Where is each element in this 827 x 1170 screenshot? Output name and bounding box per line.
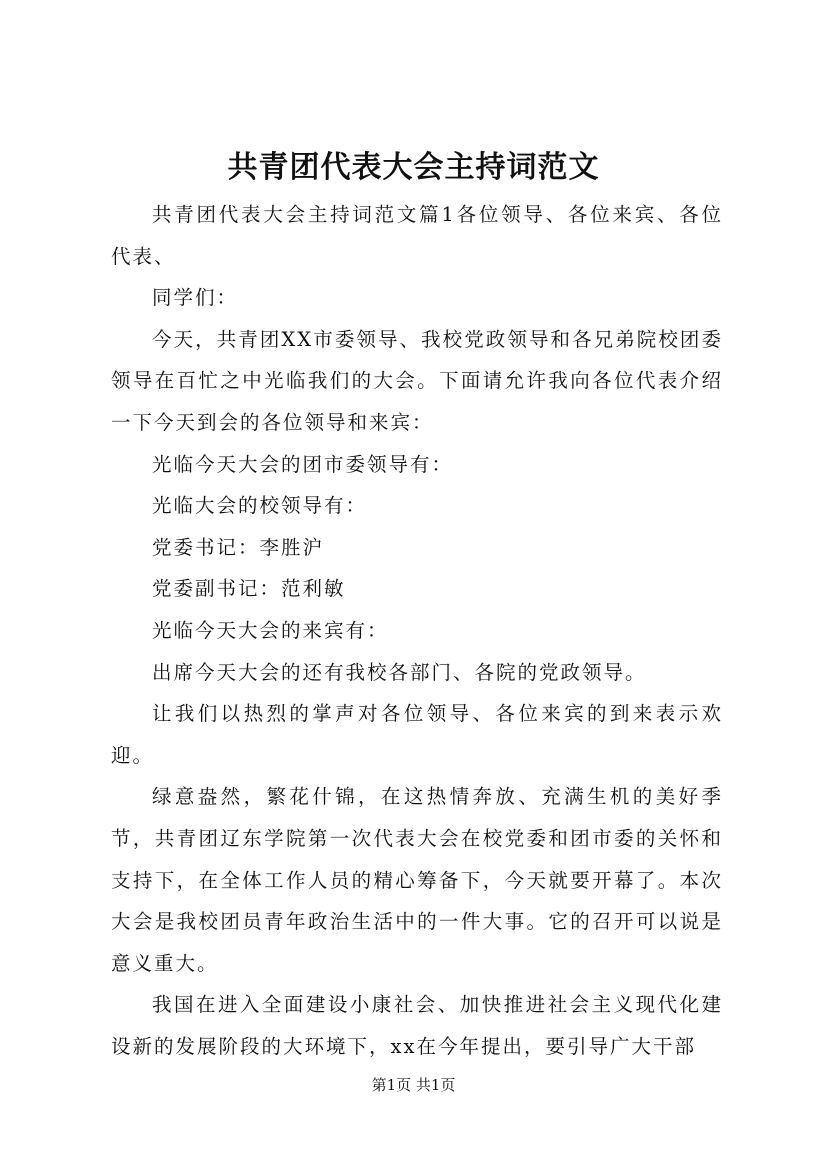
page-footer: 第1页 共1页: [371, 1076, 456, 1094]
paragraph-8: 光临今天大会的来宾有：: [152, 618, 389, 642]
paragraph-11: 绿意盎然，繁花什锦，在这热情奔放、充满生机的美好季节，共青团辽东学院第一次代表大会在校党委和团市委的关怀和支持下，在全体工作人员的精心筹备下，今天就要开幕了。本次大会是我校团员青年政治生活中的一件大事。它的召开可以说是意义重大。: [111, 785, 723, 975]
paragraph-1: 共青团代表大会主持词范文篇1各位领导、各位来宾、各位代表、: [111, 203, 723, 268]
paragraph-6: 党委书记：李胜沪: [152, 535, 325, 559]
paragraph-3: 今天，共青团XX市委领导、我校党政领导和各兄弟院校团委领导在百忙之中光临我们的大会。下面请允许我向各位代表介绍一下今天到会的各位领导和来宾：: [111, 327, 723, 434]
paragraph-4: 光临今天大会的团市委领导有：: [152, 452, 454, 476]
document-title: 共青团代表大会主持词范文: [227, 150, 600, 185]
paragraph-9: 出席今天大会的还有我校各部门、各院的党政领导。: [152, 660, 647, 684]
paragraph-10: 让我们以热烈的掌声对各位领导、各位来宾的到来表示欢迎。: [111, 702, 723, 767]
paragraph-7: 党委副书记：范利敏: [152, 577, 346, 601]
paragraph-5: 光临大会的校领导有：: [152, 494, 368, 518]
paragraph-2: 同学们：: [152, 286, 239, 310]
document-body: [111, 194, 723, 1067]
paragraph-12: 我国在进入全面建设小康社会、加快推进社会主义现代化建设新的发展阶段的大环境下，xx在今年提出，要引导广大干部: [111, 993, 723, 1058]
